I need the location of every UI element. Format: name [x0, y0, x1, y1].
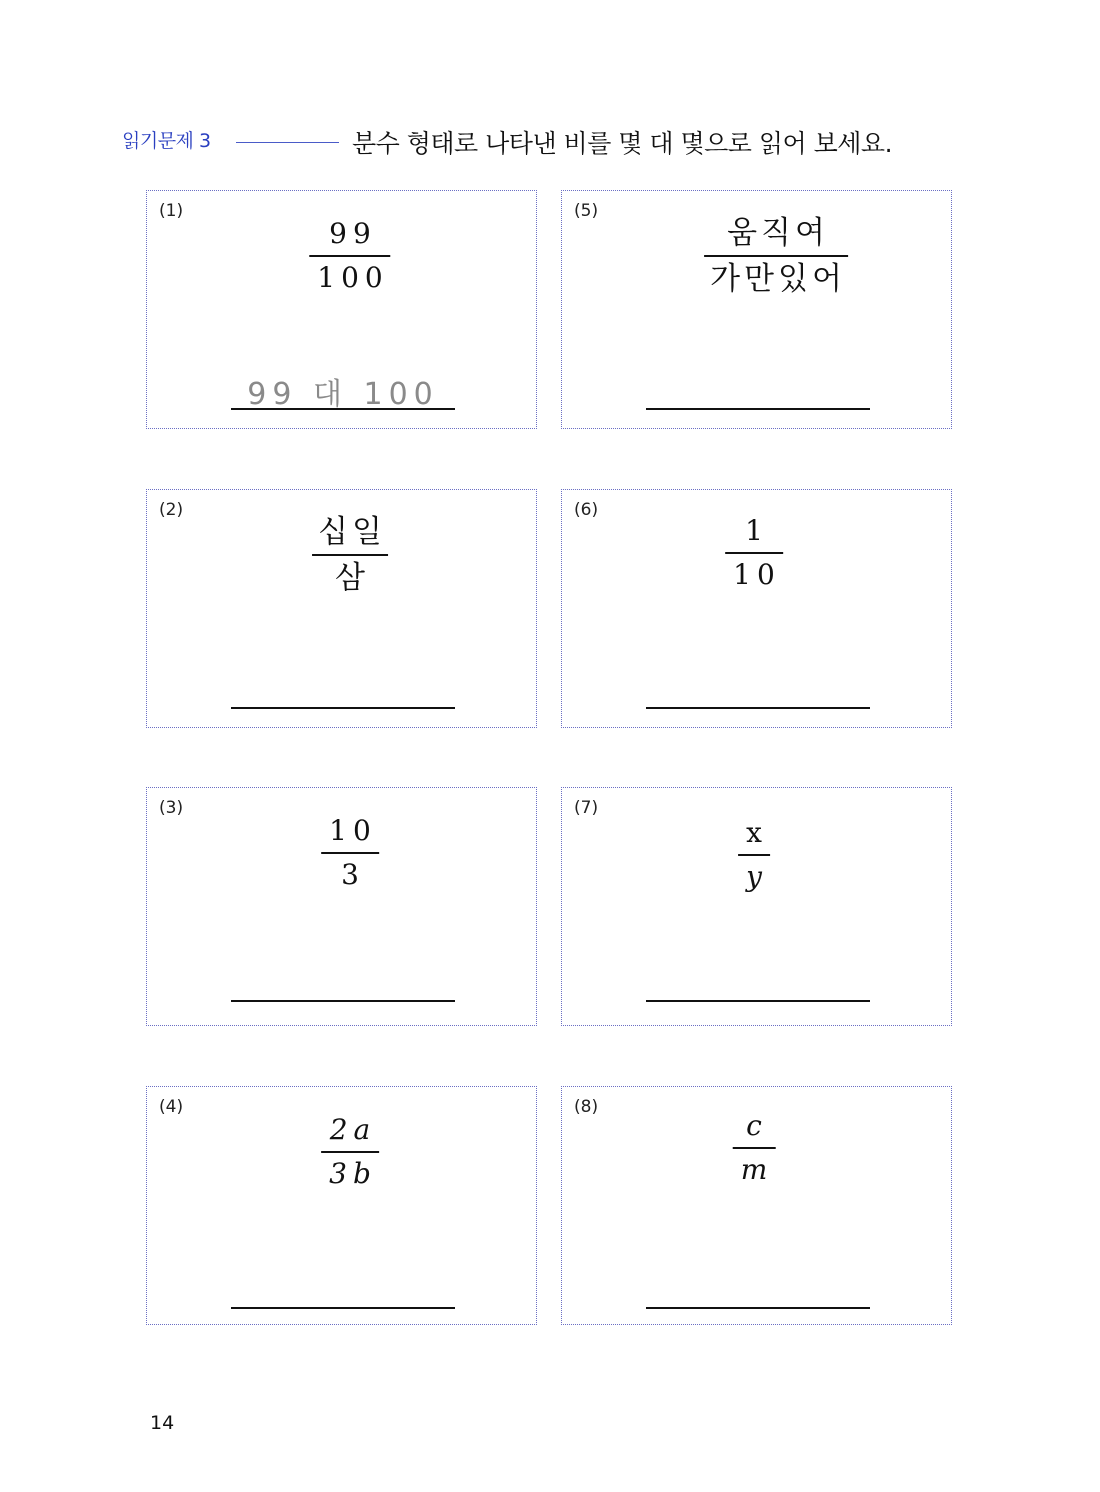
- problem-number: (1): [159, 201, 184, 221]
- problem-card-5: [561, 190, 952, 429]
- fraction-bar: [704, 255, 848, 257]
- answer-line[interactable]: [646, 1307, 870, 1309]
- fraction-denominator: 100: [317, 261, 389, 294]
- fraction-numerator: 99: [329, 217, 377, 250]
- header-label: 읽기문제 3: [122, 130, 211, 152]
- problem-number: (3): [159, 798, 184, 818]
- problem-number: (5): [574, 201, 599, 221]
- problem-card-1: [146, 190, 537, 429]
- fraction-numerator: 십일: [318, 514, 386, 550]
- problem-card-4: [146, 1086, 537, 1325]
- header-rule: [236, 142, 339, 143]
- fraction-bar: [725, 552, 783, 554]
- fraction: [735, 1107, 774, 1189]
- page-number: 14: [150, 1412, 175, 1434]
- answer-line[interactable]: [646, 1000, 870, 1002]
- fraction-numerator: c: [746, 1109, 768, 1142]
- fraction: [740, 814, 768, 896]
- answer-example-text: 99 대 100: [247, 377, 439, 412]
- problem-card-6: [561, 489, 952, 728]
- fraction-numerator: 10: [329, 814, 377, 847]
- problem-number: (4): [159, 1097, 184, 1117]
- fraction-denominator: y: [746, 860, 768, 893]
- fraction-bar: [738, 854, 770, 856]
- answer-line[interactable]: [646, 408, 870, 410]
- fraction: [314, 512, 386, 598]
- fraction-bar: [733, 1147, 776, 1149]
- problem-number: (2): [159, 500, 184, 520]
- fraction-numerator: 1: [745, 514, 769, 547]
- fraction: [323, 812, 377, 894]
- fraction-numerator: 2a: [329, 1113, 377, 1146]
- problem-card-7: [561, 787, 952, 1026]
- problem-card-3: [146, 787, 537, 1026]
- answer-line[interactable]: [231, 1307, 455, 1309]
- problem-number: (6): [574, 500, 599, 520]
- fraction-numerator: x: [746, 816, 768, 849]
- fraction-denominator: 3: [341, 858, 365, 891]
- problem-number: (8): [574, 1097, 599, 1117]
- fraction-denominator: 10: [733, 558, 781, 591]
- fraction: [727, 512, 781, 594]
- problem-card-2: [146, 489, 537, 728]
- fraction: [311, 215, 388, 297]
- fraction-bar: [321, 852, 379, 854]
- fraction-denominator: 삼: [335, 560, 369, 596]
- header-instruction: 분수 형태로 나타낸 비를 몇 대 몇으로 읽어 보세요.: [352, 129, 893, 158]
- fraction-bar: [312, 554, 388, 556]
- fraction-bar: [309, 255, 390, 257]
- problem-number: (7): [574, 798, 599, 818]
- fraction-denominator: 3b: [329, 1157, 377, 1190]
- answer-line[interactable]: [646, 707, 870, 709]
- fraction: [706, 213, 846, 299]
- fraction-denominator: 가만있어: [710, 261, 846, 297]
- fraction-denominator: m: [740, 1153, 774, 1186]
- answer-line[interactable]: [231, 1000, 455, 1002]
- problem-card-8: [561, 1086, 952, 1325]
- fraction-bar: [321, 1151, 379, 1153]
- answer-line[interactable]: [231, 707, 455, 709]
- fraction: [323, 1111, 377, 1193]
- answer-line[interactable]: [231, 408, 455, 410]
- fraction-numerator: 움직여: [727, 215, 829, 251]
